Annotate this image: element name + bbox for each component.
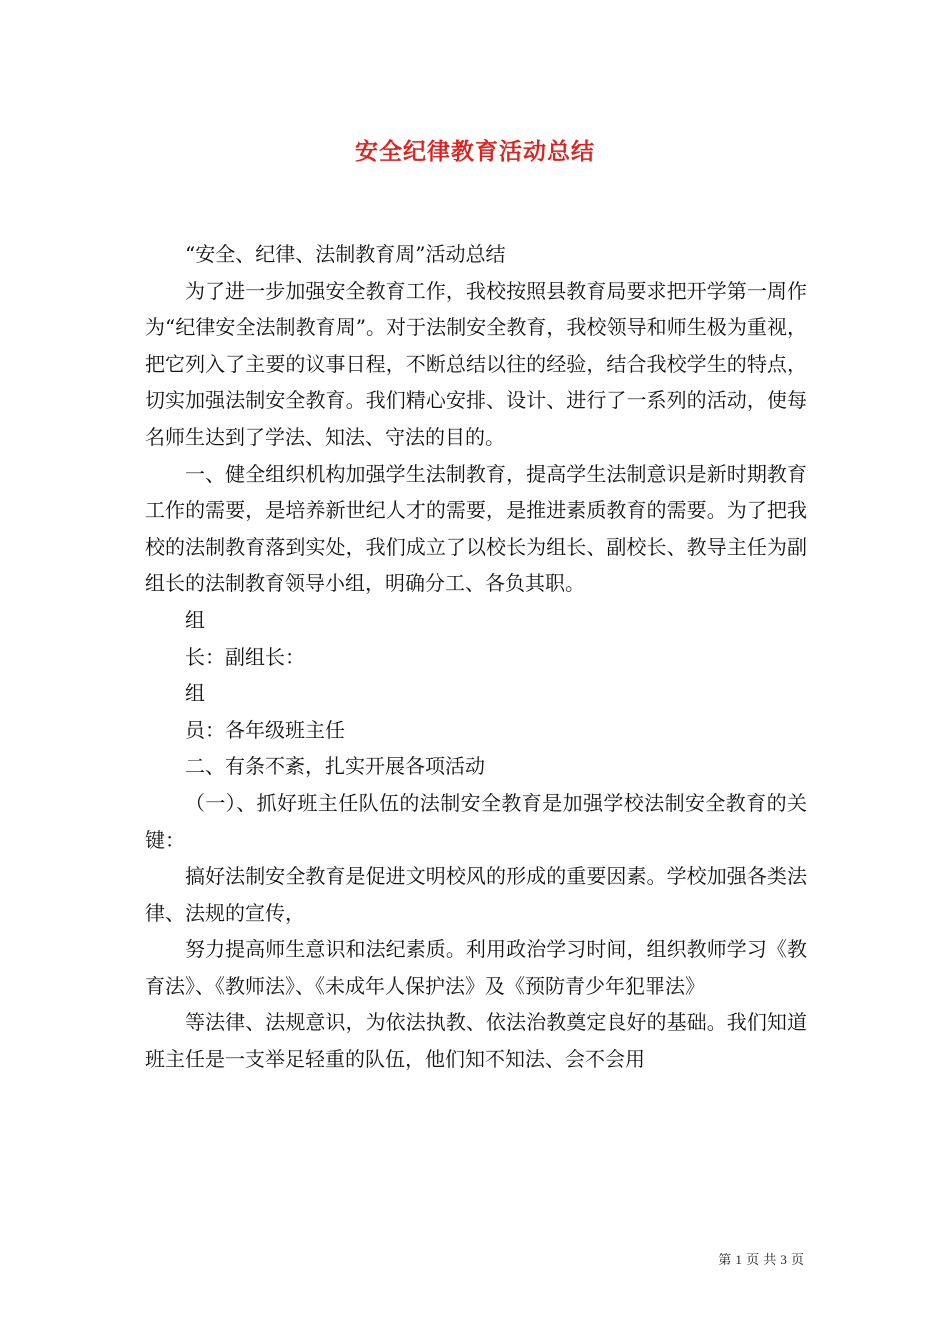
paragraph: “安全、纪律、法制教育周”活动总结 — [185, 242, 506, 266]
paragraph: 等法律、法规意识，为依法执教、依法治教奠定良好的基础。我们知道班主任是一支举足轻重的队伍，他们知不知法、会不会用 — [145, 1010, 807, 1072]
page-footer — [718, 1249, 804, 1268]
paragraph: 努力提高师生意识和法纪素质。利用政治学习时间，组织教师学习《教育法》、《教师法》、《未成年人保护法》及《预防青少年犯罪法》 — [145, 937, 807, 998]
footer-middle: 页 共 — [746, 1253, 777, 1268]
footer-suffix: 页 — [790, 1253, 804, 1268]
paragraph: 二、有条不紊，扎实开展各项活动 — [185, 754, 485, 779]
total-pages-number: 3 — [780, 1252, 787, 1267]
paragraph: 为了进一步加强安全教育工作，我校按照县教育局要求把开学第一周作为“纪律安全法制教育周”。对于法制安全教育，我校领导和师生极为重视，把它列入了主要的议事日程，不断总结以往的经验，结合我校学生的特点，切实加强法制安全教育。我们精心安排、设计、进行了一系列的活动，使每名师生达到了学法、知法、守法的目的。 — [145, 278, 807, 449]
paragraph: 搞好法制安全教育是促进文明校风的形成的重要因素。学校加强各类法律、法规的宣传， — [145, 864, 807, 925]
paragraph: （一）、抓好班主任队伍的法制安全教育是加强学校法制安全教育的关键： — [145, 790, 807, 852]
paragraph: 员：各年级班主任 — [185, 717, 345, 742]
document-title: 安全纪律教育活动总结 — [355, 138, 595, 165]
current-page-number: 1 — [735, 1252, 742, 1267]
paragraph: 一、健全组织机构加强学生法制教育，提高学生法制意识是新时期教育工作的需要，是培养新世纪人才的需要，是推进素质教育的需要。为了把我校的法制教育落到实处，我们成立了以校长为组长、副校长、教导主任为副组长的法制教育领导小组，明确分工、各负其职。 — [145, 461, 807, 596]
paragraph: 组 — [185, 607, 205, 632]
paragraph: 长：副组长： — [185, 644, 305, 669]
document-body — [145, 236, 807, 1078]
footer-prefix: 第 — [718, 1253, 732, 1268]
paragraph: 组 — [185, 681, 205, 706]
